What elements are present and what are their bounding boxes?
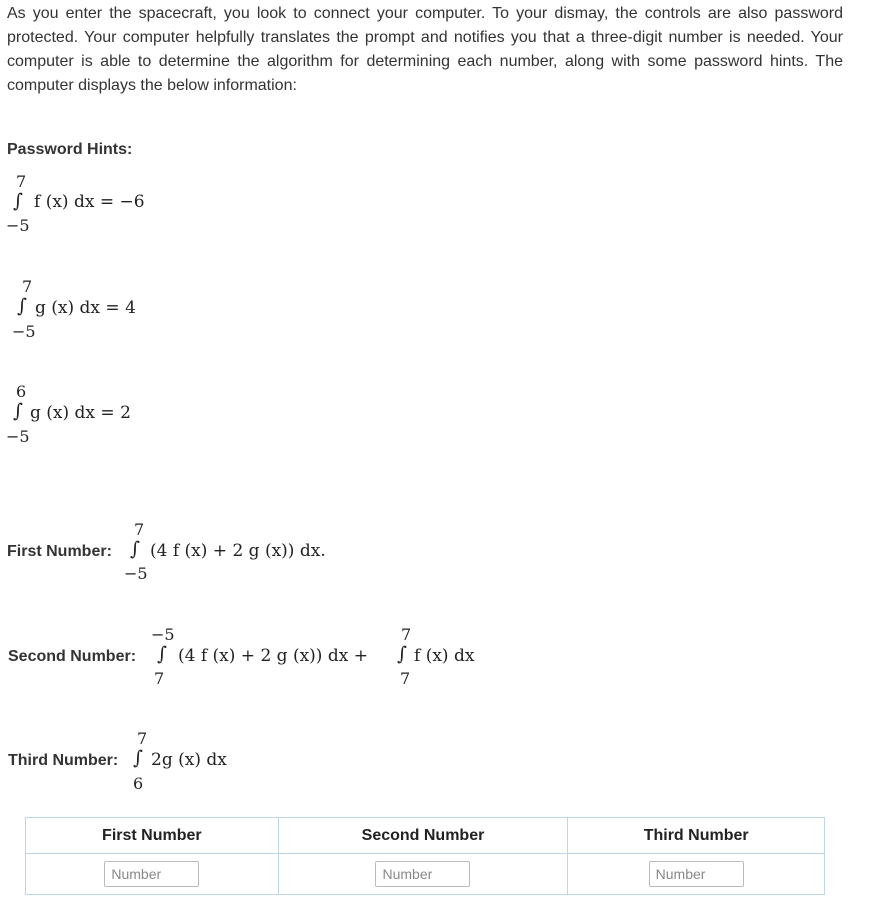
third-number-integrand: 2g (x) dx — [151, 750, 227, 770]
first-number-cell — [26, 854, 279, 895]
third-number-lower-limit: 6 — [133, 774, 144, 793]
integral-sign-icon: ∫ — [13, 190, 23, 212]
second-number-cell — [278, 854, 568, 895]
first-number-lower-limit: −5 — [124, 564, 148, 583]
third-number-upper-limit: 7 — [137, 729, 148, 748]
second-number-integrand: (4 f (x) + 2 g (x)) dx + — [178, 646, 368, 666]
second-number-lower-limit: 7 — [154, 669, 165, 688]
integral-sign-icon: ∫ — [157, 643, 167, 665]
second-number-lower-limit-2: 7 — [400, 669, 411, 688]
intro-paragraph: As you enter the spacecraft, you look to connect your computer. To your dismay, the controls are also password protected. Your computer helpfully translates the prompt and notifies you that a three-digit number is needed. Your computer is able to determine the algorithm for determining each number, along with some password hints. The computer displays the below information: — [7, 5, 843, 94]
third-number-header: Third Number — [568, 818, 825, 854]
answer-table-input-row — [26, 854, 825, 895]
hint-1-upper-limit: 7 — [16, 172, 27, 191]
third-number-cell — [568, 854, 825, 895]
integral-sign-icon: ∫ — [13, 400, 23, 422]
hint-1-integrand: f (x) dx = −6 — [34, 192, 145, 212]
hint-2-lower-limit: −5 — [12, 322, 36, 341]
first-number-header: First Number — [26, 818, 279, 854]
answer-table-header-row — [26, 818, 825, 854]
integral-sign-icon: ∫ — [130, 538, 140, 560]
third-number-input[interactable] — [649, 861, 744, 887]
second-number-integrand-2: f (x) dx — [414, 646, 475, 666]
hint-3-lower-limit: −5 — [6, 427, 30, 446]
hint-2-upper-limit: 7 — [22, 277, 33, 296]
hint-1-lower-limit: −5 — [6, 216, 30, 235]
second-number-upper-limit: −5 — [151, 625, 175, 644]
integral-sign-icon: ∫ — [397, 643, 407, 665]
first-number-label: First Number: — [7, 543, 112, 560]
second-number-header: Second Number — [278, 818, 568, 854]
first-number-integrand: (4 f (x) + 2 g (x)) dx. — [150, 541, 326, 561]
integral-sign-icon: ∫ — [133, 747, 143, 769]
first-number-input[interactable] — [104, 861, 199, 887]
third-number-label: Third Number: — [8, 752, 119, 769]
second-number-input[interactable] — [375, 861, 470, 887]
hint-3-upper-limit: 6 — [16, 382, 27, 401]
second-number-upper-limit-2: 7 — [401, 625, 412, 644]
first-number-upper-limit: 7 — [134, 520, 145, 539]
hint-2-integrand: g (x) dx = 4 — [35, 298, 136, 318]
hints-title: Password Hints: — [7, 141, 133, 158]
answer-table — [25, 817, 825, 895]
integral-sign-icon: ∫ — [17, 295, 27, 317]
second-number-label: Second Number: — [8, 648, 137, 665]
hint-3-integrand: g (x) dx = 2 — [30, 403, 131, 423]
